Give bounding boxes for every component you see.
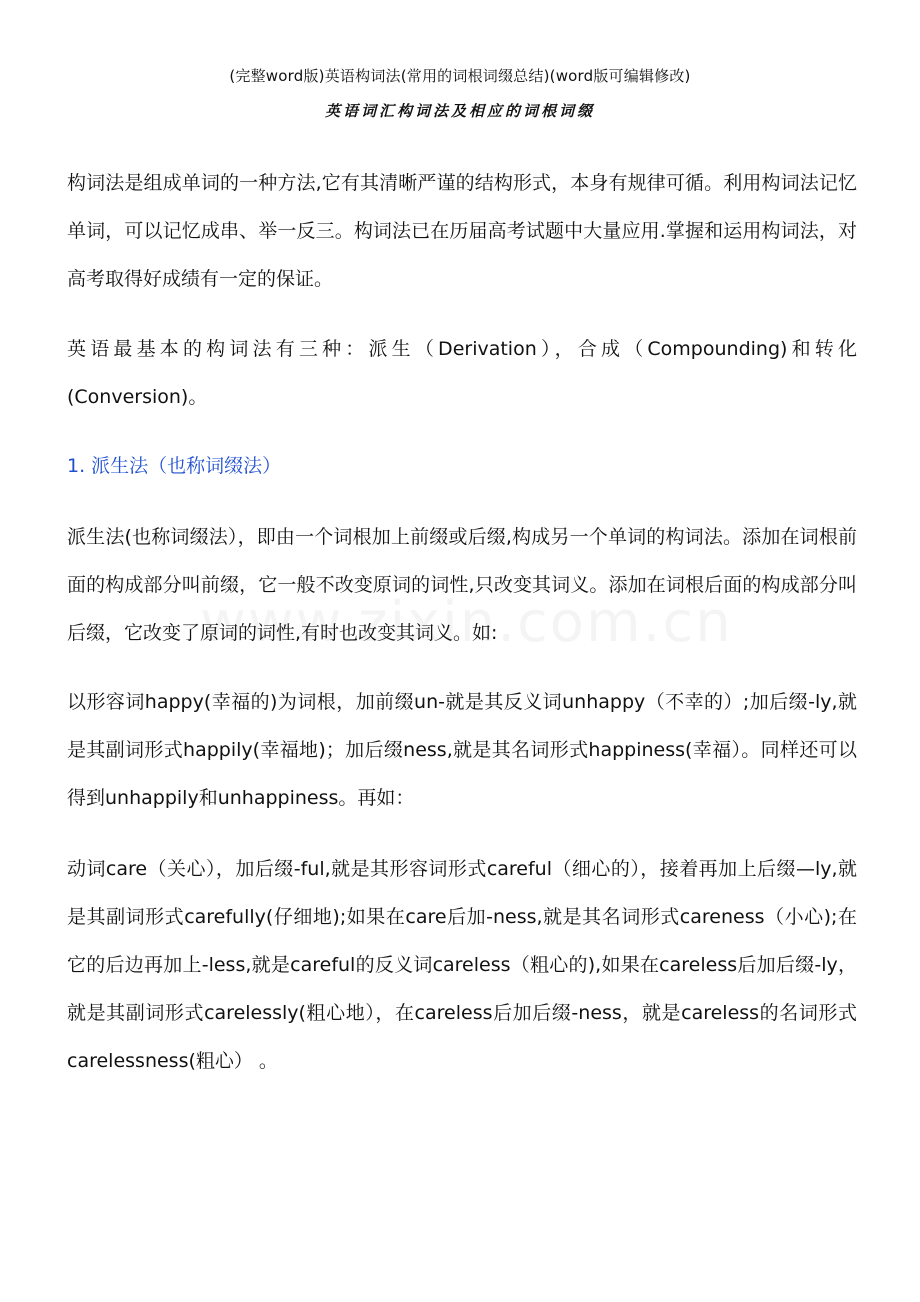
intro-paragraph: 构词法是组成单词的一种方法,它有其清晰严谨的结构形式，本身有规律可循。利用构词法记忆单词，可以记忆成串、举一反三。构词法已在历届高考试题中大量应用.掌握和运用构词法，对高考取得好成绩有一定的保证。 <box>67 172 857 290</box>
derivation-definition-paragraph: 派生法(也称词缀法），即由一个词根加上前缀或后缀,构成另一个单词的构词法。添加在词根前面的构成部分叫前缀，它一般不改变原词的词性,只改变其词义。添加在词根后面的构成部分叫后缀，它改变了原词的词性,有时也改变其词义。如: <box>67 526 857 644</box>
happy-example-paragraph: 以形容词happy(幸福的)为词根，加前缀un-就是其反义词unhappy（不幸的）;加后缀-ly,就是其副词形式happily(幸福地)；加后缀ness,就是其名词形式happiness(幸福）。同样还可以得到unhappily和unhappiness。再如： <box>67 691 857 809</box>
word-formation-types-paragraph: 英语最基本的构词法有三种：派生（Derivation），合成（Compounding)和转化(Conversion)。 <box>67 338 857 408</box>
derivation-section-heading: 1. 派生法（也称词缀法） <box>67 455 282 477</box>
document-title: 英语词汇构词法及相应的词根词缀 <box>324 102 595 120</box>
care-example-paragraph: 动词care（关心），加后缀-ful,就是其形容词形式careful（细心的），接着再加上后缀—ly,就是其副词形式carefully(仔细地);如果在care后加-ness,就是其名词形式careness（小心);在它的后边再加上-less,就是careful的反义词careless（粗心的),如果在careless后加后缀-ly，就是其副词形式carelessly(粗心地），在careless后加后缀-ness，就是careless的名词形式carelessness(粗心） 。 <box>67 858 857 1072</box>
document-caption: (完整word版)英语构词法(常用的词根词缀总结)(word版可编辑修改) <box>229 67 691 85</box>
